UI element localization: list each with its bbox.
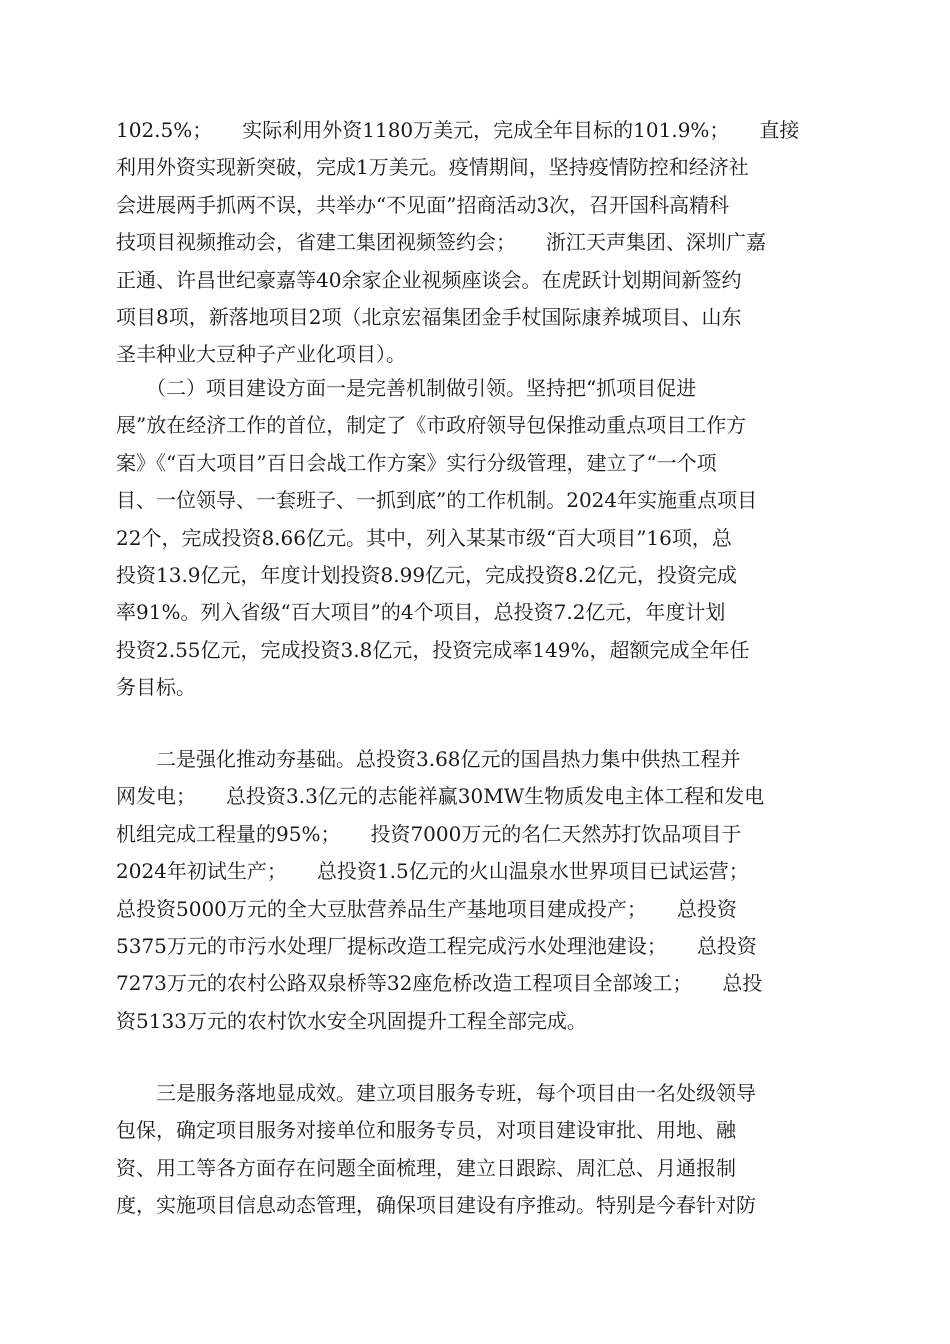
text-line: 目、一位领导、一套班子、一抓到底”的工作机制。2024年实施重点项目 bbox=[116, 488, 758, 513]
paragraph-service-delivery bbox=[116, 1075, 836, 1225]
text-line: 三是服务落地显成效。建立项目服务专班，每个项目由一名处级领导 bbox=[116, 1081, 756, 1105]
text-line: 2024年初试生产； 总投资1.5亿元的火山温泉水世界项目已试运营； bbox=[116, 859, 749, 884]
text-line: 项目8项，新落地项目2项（北京宏福集团金手杖国际康养城项目、山东 bbox=[116, 304, 742, 329]
text-line: 正通、许昌世纪豪嘉等40余家企业视频座谈会。在虎跃计划期间新签约 bbox=[116, 267, 742, 292]
text-line: 5375万元的市污水处理厂提标改造工程完成污水处理池建设； 总投资 bbox=[116, 933, 757, 958]
text-line: 包保，确定项目服务对接单位和服务专员，对项目建设审批、用地、融 bbox=[116, 1118, 736, 1143]
text-line: 资5133万元的农村饮水安全巩固提升工程全部完成。 bbox=[116, 1008, 587, 1033]
text-line: 22个，完成投资8.66亿元。其中，列入某某市级“百大项目”16项，总 bbox=[116, 525, 732, 550]
text-line: 投资2.55亿元，完成投资3.8亿元，投资完成率149%，超额完成全年任 bbox=[116, 637, 750, 662]
text-line: 展”放在经济工作的首位，制定了《市政府领导包保推动重点项目工作方 bbox=[116, 413, 747, 438]
text-line: 务目标。 bbox=[116, 675, 196, 700]
text-line: 率91%。列入省级“百大项目”的4个项目，总投资7.2亿元，年度计划 bbox=[116, 600, 726, 625]
paragraph-foreign-investment bbox=[116, 112, 836, 374]
text-line: 度，实施项目信息动态管理，确保项目建设有序推动。特别是今春针对防 bbox=[116, 1193, 756, 1218]
paragraph-strengthen-promotion bbox=[116, 741, 836, 1040]
text-line: 技项目视频推动会，省建工集团视频签约会； 浙江天声集团、深圳广嘉 bbox=[116, 230, 766, 255]
text-line: 会进展两手抓两不误，共举办“不见面”招商活动3次，召开国科高精科 bbox=[116, 192, 730, 217]
text-line: 投资13.9亿元，年度计划投资8.99亿元，完成投资8.2亿元，投资完成 bbox=[116, 562, 737, 587]
text-line: 7273万元的农村公路双泉桥等32座危桥改造工程项目全部竣工； 总投 bbox=[116, 971, 763, 996]
text-line: 102.5%； 实际利用外资1180万美元，完成全年目标的101.9%； 直接 bbox=[116, 118, 800, 142]
paragraph-project-construction bbox=[116, 370, 836, 707]
text-line: 机组完成工程量的95%； 投资7000万元的名仁天然苏打饮品项目于 bbox=[116, 821, 742, 846]
text-line: 网发电； 总投资3.3亿元的志能祥赢30MW生物质发电主体工程和发电 bbox=[116, 784, 765, 809]
text-line: 资、用工等各方面存在问题全面梳理，建立日跟踪、周汇总、月通报制 bbox=[116, 1155, 736, 1180]
text-line: （二）项目建设方面一是完善机制做引领。坚持把“抓项目促进 bbox=[116, 376, 697, 400]
text-line: 总投资5000万元的全大豆肽营养品生产基地项目建成投产； 总投资 bbox=[116, 896, 737, 921]
text-line: 利用外资实现新突破，完成1万美元。疫情期间，坚持疫情防控和经济社 bbox=[116, 155, 749, 180]
text-line: 案》《“百大项目”百日会战工作方案》实行分级管理，建立了“一个项 bbox=[116, 450, 717, 475]
text-line: 圣丰种业大豆种子产业化项目）。 bbox=[116, 342, 406, 367]
text-line: 二是强化推动夯基础。总投资3.68亿元的国昌热力集中供热工程并 bbox=[116, 747, 741, 771]
